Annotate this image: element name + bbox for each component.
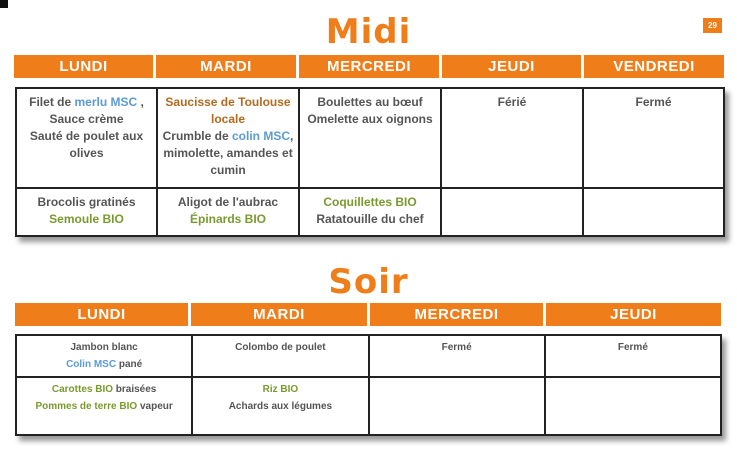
dish-text: Épinards BIO: [189, 212, 266, 226]
dish: [21, 128, 152, 162]
menu-cell: [545, 335, 721, 377]
dish: [162, 94, 294, 128]
day-header-jeudi: JEUDI: [546, 303, 721, 326]
dish-text: Boulettes au bœuf: [317, 95, 423, 109]
menu-cell: [369, 335, 545, 377]
dish-text: Aligot de l'aubrac: [177, 195, 279, 209]
dish-text: Crumble de: [162, 129, 232, 143]
menu-cell: [583, 88, 724, 188]
dish-text: Colombo de poulet: [235, 342, 326, 353]
dish: [21, 194, 152, 211]
dish-text: Saucisse de Toulouse locale: [165, 95, 291, 126]
dish: [588, 94, 719, 111]
corner-mark: [0, 0, 8, 8]
dish-text: ,: [137, 95, 144, 109]
menu-cell: [545, 377, 721, 435]
table-row: [16, 335, 721, 377]
dish: [21, 94, 152, 111]
day-header-mardi: MARDI: [191, 303, 367, 326]
menu-cell: [299, 188, 441, 236]
soir-menu-table: [15, 334, 722, 436]
soir-title: Soir: [328, 262, 409, 302]
dish-text: Colin MSC: [66, 359, 117, 370]
dish: [162, 194, 294, 211]
menu-cell: [441, 88, 583, 188]
menu-cell: [16, 377, 192, 435]
dish-text: Jambon blanc: [70, 342, 138, 353]
menu-cell: [369, 377, 545, 435]
dish-text: , mimolette, amandes et cumin: [163, 129, 294, 177]
dish: [21, 211, 152, 228]
day-header-mercredi: MERCREDI: [370, 303, 543, 326]
dish-text: Férié: [497, 95, 527, 109]
dish-text: Filet de: [29, 95, 75, 109]
menu-cell: [157, 188, 299, 236]
table-row: [16, 377, 721, 435]
menu-cell: [441, 188, 583, 236]
dish-text: pané: [116, 359, 143, 370]
dish: [304, 194, 436, 211]
midi-title: Midi: [325, 12, 412, 52]
dish: [304, 111, 436, 128]
dish-text: braisées: [113, 384, 157, 395]
dish-text: Semoule BIO: [49, 212, 124, 226]
menu-cell: [16, 88, 157, 188]
dish-text: Fermé: [617, 342, 648, 353]
dish: [162, 128, 294, 179]
table-row: [16, 188, 724, 236]
dish-text: Omelette aux oignons: [307, 112, 433, 126]
menu-cell: [16, 335, 192, 377]
dish: [197, 339, 363, 356]
dish-text: vapeur: [137, 401, 173, 412]
dish-text: Pommes de terre BIO: [35, 401, 138, 412]
dish: [197, 381, 363, 398]
dish: [197, 398, 363, 415]
menu-cell: [192, 377, 368, 435]
day-header-mercredi: MERCREDI: [299, 55, 439, 78]
dish-text: Carottes BIO: [51, 384, 113, 395]
dish-text: Riz BIO: [262, 384, 299, 395]
midi-menu-table: [15, 87, 725, 237]
dish-text: Fermé: [635, 95, 672, 109]
day-header-vendredi: VENDREDI: [584, 55, 724, 78]
dish-text: Fermé: [441, 342, 472, 353]
dish: [21, 111, 152, 128]
day-header-jeudi: JEUDI: [442, 55, 581, 78]
dish-text: Brocolis gratinés: [37, 195, 136, 209]
dish: [21, 356, 187, 373]
dish-text: colin MSC: [232, 129, 291, 143]
dish: [21, 398, 187, 415]
dish: [304, 94, 436, 111]
dish-text: merlu MSC: [74, 95, 138, 109]
day-header-mardi: MARDI: [156, 55, 296, 78]
dish: [21, 381, 187, 398]
dish: [304, 211, 436, 228]
dish: [446, 94, 578, 111]
dish-text: Sauté de poulet aux olives: [29, 129, 144, 160]
menu-cell: [192, 335, 368, 377]
soir-day-headers: [15, 303, 721, 326]
dish: [162, 211, 294, 228]
day-header-lundi: LUNDI: [14, 55, 153, 78]
dish: [21, 339, 187, 356]
menu-cell: [16, 188, 157, 236]
midi-day-headers: [14, 55, 724, 78]
day-header-lundi: LUNDI: [15, 303, 188, 326]
page-number: 29: [703, 18, 722, 33]
menu-cell: [157, 88, 299, 188]
dish-text: Coquillettes BIO: [323, 195, 417, 209]
menu-cell: [583, 188, 724, 236]
dish: [374, 339, 540, 356]
dish-text: Achards aux légumes: [228, 401, 333, 412]
dish-text: Sauce crème: [49, 112, 124, 126]
table-row: [16, 88, 724, 188]
dish-text: Ratatouille du chef: [316, 212, 424, 226]
dish: [550, 339, 716, 356]
menu-cell: [299, 88, 441, 188]
